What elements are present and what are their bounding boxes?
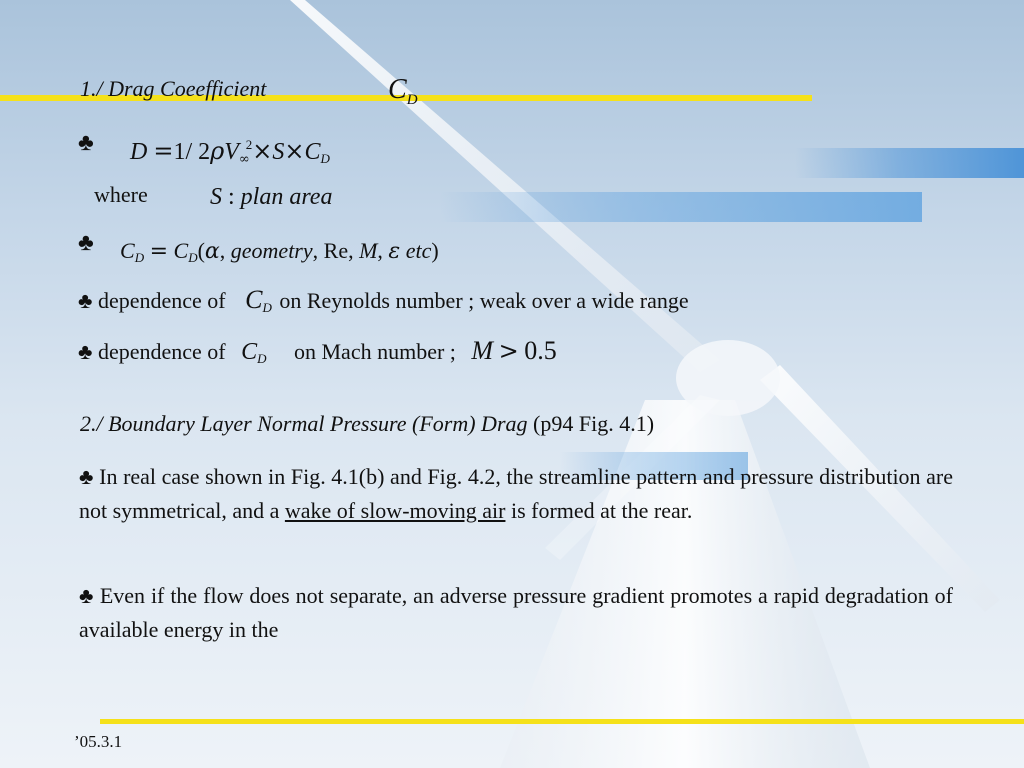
where-label: where [94, 182, 148, 207]
bullet-icon: ♣ [78, 230, 94, 256]
bullet-reynolds-post: on Reynolds number ; weak over a wide range [279, 288, 689, 313]
turbine-blade-upper [290, 0, 720, 372]
blue-bar-mid [440, 192, 922, 222]
wake-underlined-text: wake of slow-moving air [284, 498, 506, 523]
bullet-icon: ♣ [78, 288, 93, 313]
footer-date: ’05.3.1 [74, 732, 123, 751]
plan-area-definition: S : plan area [210, 184, 333, 210]
bullet-mach-post: on Mach number ; [294, 339, 456, 364]
yellow-bar-bottom [100, 719, 1024, 724]
bullet-mach-pre: dependence of [97, 339, 226, 364]
section1-symbol: $C_D$ [388, 74, 418, 108]
bullet-icon: ♣ [79, 583, 94, 608]
bullet-reynolds: ♣ dependence of $C_D$ on Reynolds number ; weak over a wide range [78, 285, 689, 315]
section1-heading: 1./ Drag Coeefficient [80, 76, 267, 101]
bullet-icon: ♣ [78, 130, 94, 156]
bullet-icon: ♣ [78, 339, 93, 364]
blue-bar-right [795, 148, 1024, 178]
bullet-mach: ♣ dependence of $C_D$ on Mach number ; M > 0.5 [78, 336, 557, 366]
bullet-icon: ♣ [79, 464, 94, 489]
cd-function-formula: $C_D = C_D(\alpha$, geometry, Re, M, ε etc) [120, 238, 439, 265]
paragraph-adverse-gradient: ♣ Even if the flow does not separate, an adverse pressure gradient promotes a rapid degradation of available energy in the [79, 583, 953, 642]
bullet-reynolds-pre: dependence of [97, 288, 226, 313]
section2-heading: 2./ Boundary Layer Normal Pressure (Form) Drag (p94 Fig. 4.1) [80, 411, 655, 436]
paragraph-wake: ♣ In real case shown in Fig. 4.1(b) and Fig. 4.2, the streamline pattern and pressure distribution are not symmetrical, and a wake of slow-moving air is formed at the rear. [79, 464, 954, 523]
drag-formula: D =1/ $2\rho V_\infty^2\times S\times C_D$ [130, 137, 330, 167]
